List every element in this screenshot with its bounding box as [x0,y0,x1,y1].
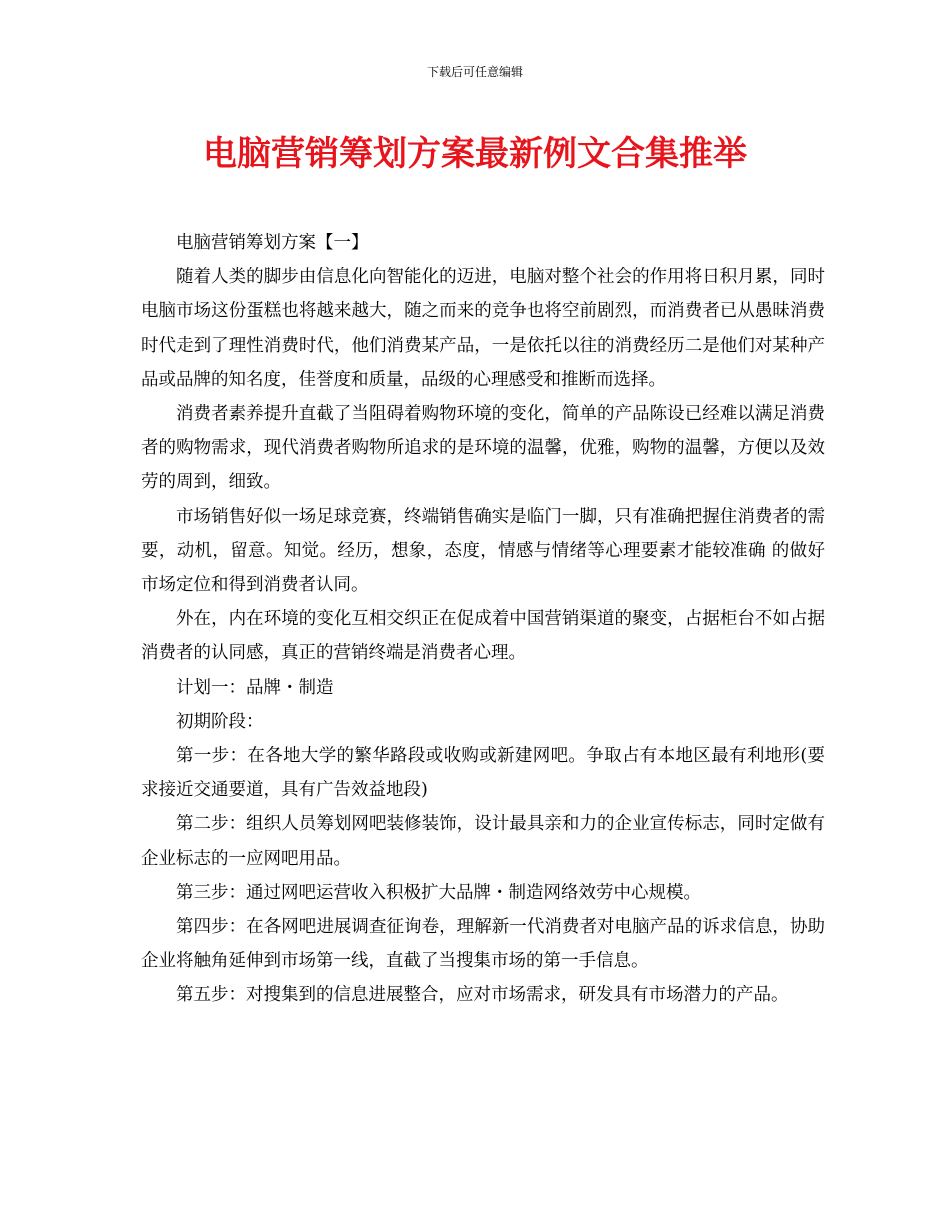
document-body [141,226,825,1013]
paragraph-step: 第三步：通过网吧运营收入积极扩大品牌・制造网络效劳中心规模。 [176,882,701,903]
document-title: 电脑营销筹划方案最新例文合集推举 [203,134,747,174]
paragraph-step: 第五步：对搜集到的信息进展整合，应对市场需求，研发具有市场潜力的产品。 [176,985,789,1006]
paragraph-stage-heading: 初期阶段： [176,711,264,732]
paragraph: 消费者素养提升直截了当阻碍着购物环境的变化，简单的产品陈设已经难以满足消费者的购物需求，现代消费者购物所追求的是环境的温馨，优雅，购物的温馨，方便以及效劳的周到，细致。 [141,404,825,493]
paragraph: 外在，内在环境的变化互相交织正在促成着中国营销渠道的聚变，占据柜台不如占据消费者的认同感，真正的营销终端是消费者心理。 [141,609,825,664]
header-note: 下载后可任意编辑 [426,65,523,79]
paragraph: 随着人类的脚步由信息化向智能化的迈进，电脑对整个社会的作用将日积月累，同时电脑市场这份蛋糕也将越来越大，随之而来的竞争也将空前剧烈，而消费者已从愚昧消费时代走到了理性消费时代，他们消费某产品，一是依托以往的消费经历二是他们对某种产品或品牌的知名度，佳誉度和质量，品级的心理感受和推断而选择。 [141,267,825,390]
paragraph-plan-heading: 计划一：品牌・制造 [176,677,334,698]
paragraph-step: 第四步：在各网吧进展调查征询卷，理解新一代消费者对电脑产品的诉求信息，协助企业将触角延伸到市场第一线，直截了当搜集市场的第一手信息。 [141,917,825,972]
paragraph-section-heading: 电脑营销筹划方案【一】 [176,233,369,253]
paragraph-step: 第一步：在各地大学的繁华路段或收购或新建网吧。争取占有本地区最有利地形(要求接近交通要道，具有广告效益地段) [141,746,825,801]
paragraph: 市场销售好似一场足球竞赛，终端销售确实是临门一脚，只有准确把握住消费者的需要，动机，留意。知觉。经历，想象，态度，情感与情绪等心理要素才能较准确 的做好市场定位和得到消费者认同。 [141,506,825,596]
paragraph-step: 第二步：组织人员筹划网吧装修装饰，设计最具亲和力的企业宣传标志，同时定做有企业标志的一应网吧用品。 [141,814,825,869]
